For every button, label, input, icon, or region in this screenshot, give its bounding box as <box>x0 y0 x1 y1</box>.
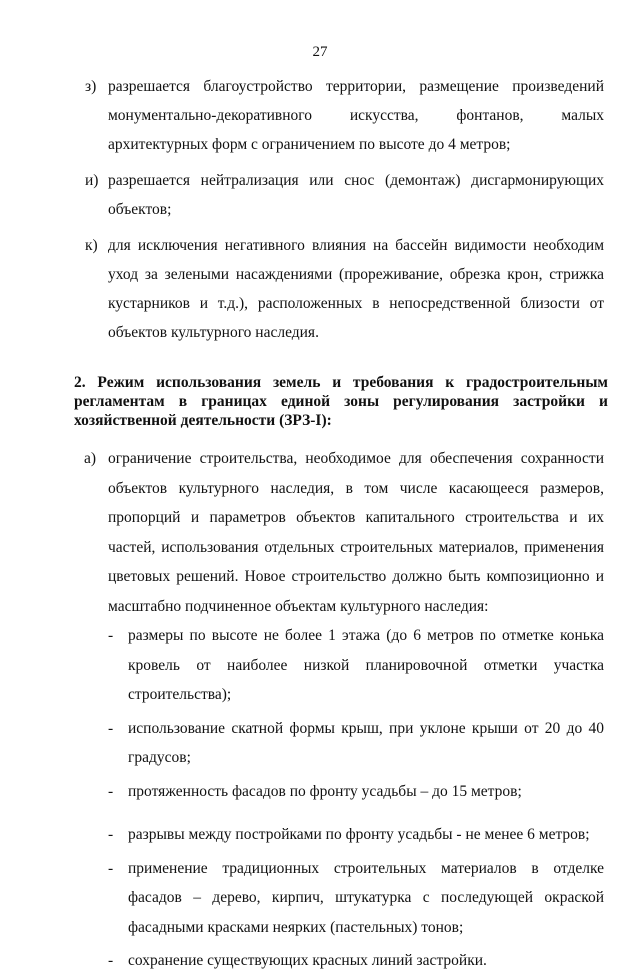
list-item-text: разрывы между постройками по фронту усадьбы - не менее 6 метров; <box>128 826 590 843</box>
sub-item-a <box>84 444 604 621</box>
list-item-text: разрешается нейтрализация или снос (демонтаж) дисгармонирующих объектов; <box>108 172 604 218</box>
requirements-list <box>0 621 640 976</box>
list-item <box>108 777 604 807</box>
list-item-text: для исключения негативного влияния на бассейн видимости необходим уход за зелеными насаждениями (прореживание, обрезка крон, стрижка кустарников и т.д.), расположенных в непосредственной близости от объектов культурного наследия. <box>108 237 604 341</box>
document-body <box>0 72 640 976</box>
page-number: 27 <box>312 44 328 60</box>
list-item <box>108 946 604 976</box>
list-item-text: применение традиционных строительных материалов в отделке фасадов – дерево, кирпич, штукатурка с последующей окраской фасадными красками неярких (пастельных) тонов; <box>128 859 604 936</box>
sub-item-text: ограничение строительства, необходимое для обеспечения сохранности объектов культурного наследия, в том числе касающееся размеров, пропорций и параметров объектов капитального строительства и их частей, использования отдельных строительных материалов, применения цветовых решений. Новое строительство должно быть композиционно и масштабно подчиненное объектам культурного наследия: <box>108 450 604 615</box>
list-item-text: размеры по высоте не более 1 этажа (до 6 метров по отметке конька кровель от наиболее низкой планировочной отметки участка строительства); <box>128 627 604 703</box>
dash-marker: - <box>108 719 114 737</box>
list-marker: и) <box>85 172 99 189</box>
list-item <box>108 854 604 943</box>
dash-marker: - <box>108 952 114 969</box>
list-marker: з) <box>85 78 97 95</box>
list-item-text: разрешается благоустройство территории, размещение произведений монументально-декоративного искусства, фонтанов, малых архитектурных форм с ограничением по высоте до 4 метров; <box>108 78 604 153</box>
list-marker: а) <box>84 450 97 467</box>
list-item <box>108 820 604 850</box>
dash-marker: - <box>108 826 114 843</box>
list-item-text: использование скатной формы крыш, при уклоне крыши от 20 до 40 градусов; <box>128 719 604 766</box>
section-heading: 2. Режим использования земель и требования к градостроительным регламентам в границах единой зоны регулирования застройки и хозяйственной деятельности (ЗРЗ-I): <box>74 374 608 429</box>
list-marker: к) <box>85 237 98 254</box>
list-item-i <box>85 166 604 224</box>
list-item <box>108 621 604 710</box>
list-item-k <box>85 231 604 347</box>
list-item <box>108 714 604 773</box>
list-item-text: сохранение существующих красных линий застройки. <box>128 952 487 969</box>
dash-marker: - <box>108 627 114 644</box>
list-item-z <box>85 72 604 159</box>
dash-marker: - <box>108 782 114 800</box>
list-item-text: протяженность фасадов по фронту усадьбы – до 15 метров; <box>128 782 522 800</box>
dash-marker: - <box>108 859 114 877</box>
